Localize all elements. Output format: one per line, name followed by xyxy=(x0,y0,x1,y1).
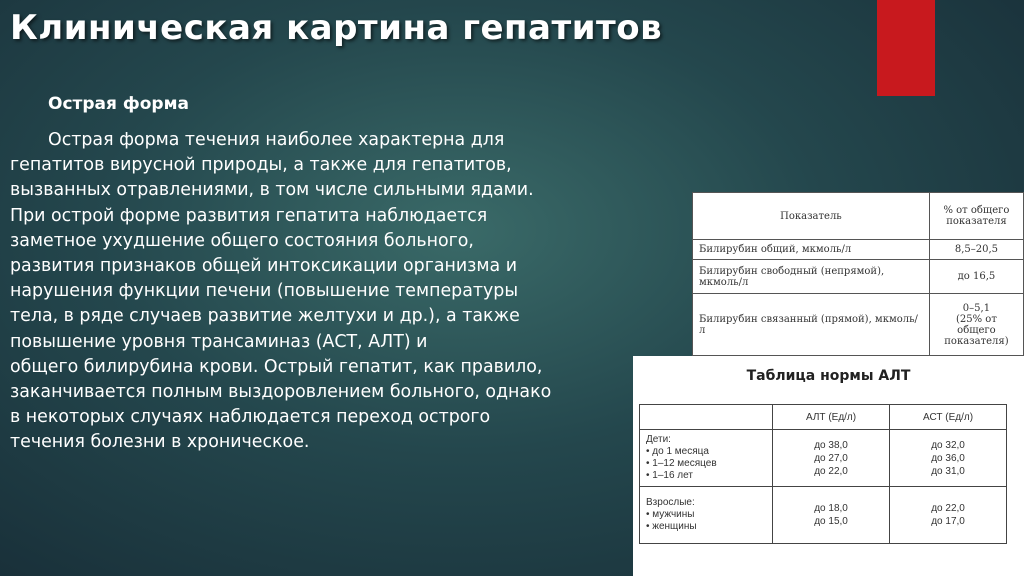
alt-values xyxy=(773,487,890,544)
table-row xyxy=(693,240,1024,260)
alt-table-panel xyxy=(633,356,1024,576)
header-empty xyxy=(640,405,773,430)
ast-value: до 31,0 xyxy=(931,465,965,477)
header-ast: АСТ (Ед/л) xyxy=(890,405,1007,430)
alt-value: до 22,0 xyxy=(814,465,848,477)
row-value: 8,5–20,5 xyxy=(929,240,1023,260)
alt-table-title: Таблица нормы АЛТ xyxy=(746,368,911,384)
table-row xyxy=(693,294,1024,356)
body-line: заканчивается полным выздоровлением больного, однако xyxy=(10,382,552,403)
ast-value: до 17,0 xyxy=(931,516,965,527)
row-value xyxy=(929,294,1023,356)
value-line: 0–5,1 xyxy=(962,302,991,314)
alt-value: до 27,0 xyxy=(814,452,848,464)
table-row xyxy=(693,260,1024,294)
accent-bar xyxy=(877,0,935,96)
body-line: развития признаков общей интоксикации организма и xyxy=(10,256,518,277)
body-line: заметное ухудшение общего состояния больного, xyxy=(10,230,474,251)
row-name: Билирубин общий, мкмоль/л xyxy=(693,240,930,260)
header-percent xyxy=(929,193,1023,240)
table-header-row xyxy=(640,405,1007,430)
table-header-row xyxy=(693,193,1024,240)
row-group-adults xyxy=(640,487,773,544)
ast-value: до 32,0 xyxy=(931,439,965,451)
row-name: Билирубин свободный (непрямой), мкмоль/л xyxy=(693,260,930,294)
slide-title: Клиническая картина гепатитов xyxy=(10,8,663,48)
group-label: Взрослые: xyxy=(646,497,695,508)
value-line: показателя) xyxy=(944,335,1009,347)
body-line: Острая форма течения наиболее характерна для xyxy=(48,130,505,150)
alt-values xyxy=(773,430,890,487)
alt-table xyxy=(639,404,1007,544)
header-alt: АЛТ (Ед/л) xyxy=(773,405,890,430)
body-line: нарушения функции печени (повышение температуры xyxy=(10,281,519,302)
header-percent-line: показателя xyxy=(946,216,1007,227)
body-line: При острой форме развития гепатита наблюдается xyxy=(10,205,488,226)
alt-value: до 15,0 xyxy=(814,516,848,527)
group-item: • 1–16 лет xyxy=(646,470,693,481)
ast-values xyxy=(890,430,1007,487)
body-line: вызванных отравлениями, в том числе сильными ядами. xyxy=(10,180,534,201)
header-percent-line: % от общего xyxy=(943,205,1010,216)
row-group-children xyxy=(640,430,773,487)
body-line: общего билирубина крови. Острый гепатит, как правило, xyxy=(10,356,543,377)
alt-value: до 18,0 xyxy=(814,503,848,514)
group-item: • 1–12 месяцев xyxy=(646,458,717,469)
body-paragraph xyxy=(10,128,660,456)
body-line: тела, в ряде случаев развитие желтухи и др.), а также xyxy=(10,306,520,327)
header-indicator: Показатель xyxy=(693,193,930,240)
group-item: • до 1 месяца xyxy=(646,446,709,457)
section-subtitle: Острая форма xyxy=(48,94,189,114)
row-value: до 16,5 xyxy=(929,260,1023,294)
ast-value: до 36,0 xyxy=(931,452,965,464)
body-line: гепатитов вирусной природы, а также для гепатитов, xyxy=(10,155,512,176)
group-label: Дети: xyxy=(646,434,671,445)
bilirubin-table xyxy=(692,192,1024,356)
ast-values xyxy=(890,487,1007,544)
group-item: • женщины xyxy=(646,521,697,532)
body-line: в некоторых случаях наблюдается переход острого xyxy=(10,407,491,428)
ast-value: до 22,0 xyxy=(931,503,965,514)
body-line: повышение уровня трансаминаз (АСТ, АЛТ) и xyxy=(10,331,428,352)
row-name: Билирубин связанный (прямой), мкмоль/л xyxy=(693,294,930,356)
value-line: (25% от общего xyxy=(956,313,997,336)
alt-value: до 38,0 xyxy=(814,439,848,451)
table-row xyxy=(640,430,1007,487)
table-row xyxy=(640,487,1007,544)
body-line: течения болезни в хроническое. xyxy=(10,432,310,453)
group-item: • мужчины xyxy=(646,509,695,520)
